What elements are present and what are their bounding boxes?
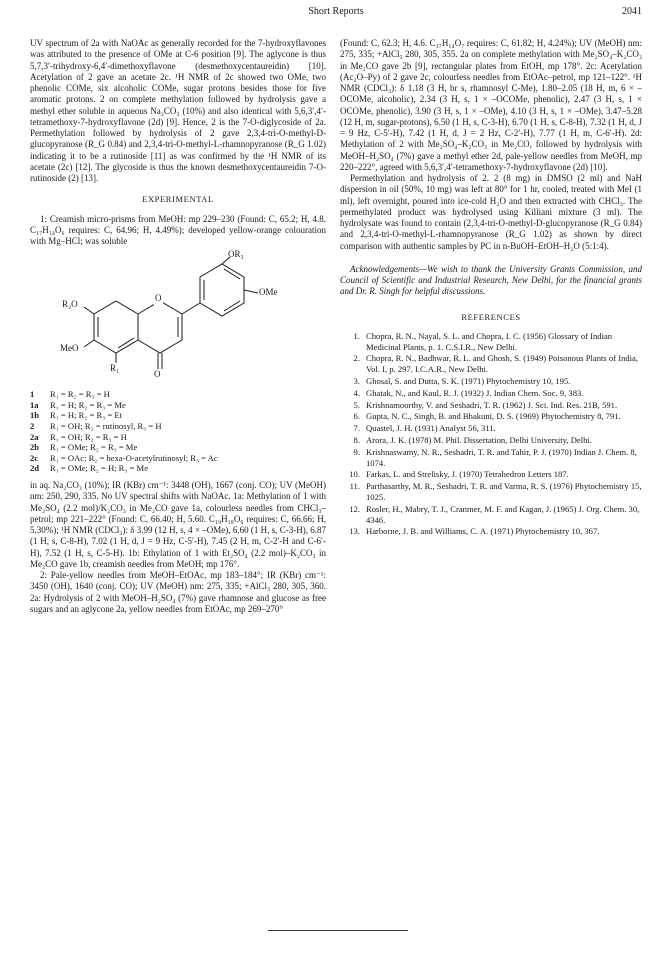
reference-text: Harborne, J. B. and Williams, C. A. (1971) Phytochemistry 10, 367. (366, 526, 600, 537)
compound-substituents: R₁ = OH; R₂ = R₃ = H (50, 431, 127, 442)
r2o-label: R₂O (62, 299, 78, 310)
compound-row (30, 421, 326, 432)
reference-item (340, 388, 642, 399)
permethylation-paragraph: Permethylation and hydrolysis of 2. 2 (8 mg) in DMSO (2 ml) and NaH dispersion in oil (50%, 10 mg) was left at 80° for 1 hr, cooled, treated with MeI (1 ml), left overnight, poured into ice-cold H₂O and then extracted with CHCl₃. The permethylated product was hydrolysed using Killiani mixture (3 ml). The hydrolysate was found to contain (2,3,4-tri-O-methyl-D-glucopyranose (R_G 0.84) and 2,3,4-tri-O-methyl-L-rhamnopyranose (R_G 1.02) as shown by direct comparison with authentic samples by PC in n-BuOH–EtOH–H₂O (5:1:4). (340, 173, 642, 251)
reference-number: 6. (353, 411, 360, 422)
reference-text: Ghatak, N., and Kaul, R. J. (1932) J. Indian Chem. Soc. 9, 383. (366, 387, 584, 398)
compound-row (30, 389, 326, 400)
end-rule (268, 930, 408, 931)
compound-substituents: R₁ = OMe; R₂ = R₃ = Me (50, 442, 138, 453)
reference-item (340, 376, 642, 387)
compound-id: 1b (30, 410, 40, 421)
compound-row (30, 410, 326, 421)
meo-label: MeO (60, 343, 79, 354)
reference-number: 12. (349, 503, 360, 514)
compound-id: 2 (30, 421, 35, 432)
reference-text: Farkas, L. and Strelisky, J. (1970) Tetrahedron Letters 187. (366, 469, 569, 480)
ring-c (138, 301, 182, 353)
acknowledgements: Acknowledgements—We wish to thank the University Grants Commission, and Council of Scientific and Industrial Research, New Delhi, for the financial grants and Dr. R. Singh for helpful discussions. (340, 263, 642, 297)
compound-list (30, 389, 326, 474)
compound-substituents: R₁ = OMe; R₂ = H; R₃ = Me (50, 463, 149, 474)
or3-label: OR₃ (228, 249, 244, 260)
reference-item (340, 353, 642, 375)
reference-item (340, 481, 642, 503)
experimental-paragraph-1: 1: Creamish micro-prisms from MeOH: mp 229–230 (Found: C, 65.2; H, 4.8. C₁₇H₁₄O₆ requires: C, 64.96; H, 4.49%); developed yellow-orange colouration with Mg–HCl; was soluble (30, 213, 326, 246)
compound-id: 2d (30, 463, 40, 474)
reference-item (340, 447, 642, 469)
structure-drawing (30, 257, 326, 385)
compound-row (30, 463, 326, 474)
reference-item (340, 400, 642, 411)
reference-item (340, 504, 642, 526)
compound-row (30, 432, 326, 443)
compound-row (30, 400, 326, 411)
compound-substituents: R₁ = H; R₂ = R₃ = Me (50, 399, 126, 410)
flavone-structure (30, 249, 326, 385)
experimental-paragraph-2: in aq. Na₂CO₃ (10%); IR (KBr) cm⁻¹: 3448 (OH), 1667 (conj. CO); UV (MeOH) nm: 250, 290, 335. No UV spectral shifts with NaOAc. 1a: Methylation of 1 with Me₂SO₄ (2.2 mol)/K₂CO₃ in Me₂CO gave 1a, colourless needles from CHCl₃–petrol; mp 221–222° (Found: C, 66.40; H, 5.60. C₁₉H₁₈O₆ requires: C, 66.66; H, 5.30%); ¹H NMR (CDCl₃): δ 3.99 (12 H, s, 4 × –OMe), 6.60 (1 H, s, C-3-H), 6.87 (1 H, s, C-8-H), 7.02 (1 H, d, J = 9 Hz, C-5′-H), 7.45 (2 H, m, C-2′-H and C-6′-H), 7.52 (1 H, s, C-5-H). 1b: Ethylation of 1 with Et₂SO₄ (2.2 mol)–K₂CO₃ in Me₂CO gave 1b, creamish needles from MeOH; mp 176°. (30, 480, 326, 569)
compound-id: 1a (30, 399, 39, 410)
ring-b (200, 264, 244, 316)
reference-text: Chopra, R. N., Nayal, S. L. and Chopra, I. C. (1956) Glossary of Indian Medicinal Plants, p. 1. C.S.I.R., New Delhi. (366, 330, 613, 352)
reference-text: Rosler, H., Mabry, T. J., Cranmer, M. F. and Kagan, J. (1965) J. Org. Chem. 30, 4346. (366, 503, 640, 525)
reference-list (340, 331, 642, 537)
reference-number: 2. (353, 353, 360, 364)
reference-number: 1. (353, 330, 360, 341)
reference-text: Chopra, R. N., Badhwar, R. L. and Ghosh, S. (1949) Poisonous Plants of India, Vol. I, p. 297. I.C.A.R., New Delhi. (366, 353, 639, 375)
compound-id: 2b (30, 442, 40, 453)
reference-text: Arora, J. K. (1978) M. Phil. Dissertation, Delhi University, Delhi. (366, 434, 592, 445)
compound-substituents: R₁ = OH; R₂ = rutinosyl, R₃ = H (50, 421, 162, 432)
reference-text: Quastel, J. H. (1931) Analyst 56, 311. (366, 423, 496, 434)
left-column (30, 38, 326, 615)
page-header (0, 6, 672, 22)
reference-item (340, 469, 642, 480)
reference-number: 11. (349, 481, 360, 492)
compound-substituents: R₁ = H; R₂ = R₃ = Et (50, 410, 122, 421)
page-number: 2041 (622, 6, 642, 17)
running-title: Short Reports (308, 6, 364, 17)
reference-item (340, 526, 642, 537)
reference-number: 4. (353, 387, 360, 398)
compound-substituents: R₁ = R₂ = R₃ = H (50, 389, 110, 400)
reference-number: 8. (353, 434, 360, 445)
reference-number: 3. (353, 375, 360, 386)
reference-number: 5. (353, 399, 360, 410)
compound-id: 2c (30, 452, 39, 463)
reference-text: Gupta, N. C., Singh, B. and Bhakuni, D. S. (1969) Phytochemistry 8, 791. (366, 411, 621, 422)
reference-number: 7. (353, 423, 360, 434)
right-paragraph-1: (Found: C, 62.3; H, 4.6. C₁₇H₁₄O₇ requires: C, 61.82; H, 4.24%); UV (MeOH) nm: 275, 335; +AlCl₃ 280, 305, 355. 2a on complete methylation with Me₂SO₄–K₂CO₃ in Me₂CO gave 2b [9], rectangular plates from EtOH, mp 178°. 2c: Acetylation (Ac₂O–Py) of 2 gave 2c, colourless needles from EtOAc–petrol, mp 121–122°. ¹H NMR (CDCl₃): δ 1.18 (3 H, br s, rhamnosyl C-Me), 1.80–2.05 (18 H, m, 6 × –OCOMe, alcoholic), 2.34 (3 H, s, 1 × –OCOMe, phenolic), 2.47 (3 H, s, 1 × OCOMe, phenolic), 3.90 (3 H, s, 1 × –OMe), 4.10 (3 H, s, 1 × –OMe), 3.47–5.28 (12 H, m, sugar-protons), 6.50 (1 H, s, C-3-H), 6.70 (1 H, s, C-8-H), 7.32 (1 H, d, J = 9 Hz, C-5′-H), 7.42 (1 H, d, J = 2 Hz, C-2′-H), 7.77 (1 H, m, C-6′-H). 2d: Methylation of 2 with Me₂SO₄–K₂CO₃ in Me₂CO, followed by hydrolysis with MeOH–H₂SO₄ (7%) gave a methyl ether 2d, pale-yellow needles from MeOH, mp 220–222°, agreed with 5,6,3′,4′-tetramethoxy-7-hydroxyflavone (2d) [10]. (340, 38, 642, 172)
compound-row (30, 453, 326, 464)
experimental-paragraph-3: 2: Pale-yellow needles from MeOH–EtOAc, mp 183–184°; IR (KBr) cm⁻¹: 3450 (OH), 1640 (conj. CO); UV (MeOH) nm: 275, 335; +AlCl₃ 280, 305, 360. 2a: Hydrolysis of 2 with MeOH–H₂SO₄ (7%) gave rhamnose and glucose as free sugars and an aglycone 2a, yellow needles from EtOAc, mp 269–270° (30, 570, 326, 614)
reference-text: Ghosal, S. and Dutta, S. K. (1971) Phytochemistry 10, 195. (366, 375, 571, 386)
right-column (340, 38, 642, 538)
keto-oxygen-label: O (154, 369, 161, 380)
reference-item (340, 411, 642, 422)
reference-item (340, 331, 642, 353)
reference-number: 13. (349, 526, 360, 537)
r1-label: R₁ (110, 363, 120, 374)
intro-paragraph: UV spectrum of 2a with NaOAc as generally recorded for the 7-hydroxyflavones was attributed to the presence of OMe at C-6 position [9]. The aglycone is thus 5,7,3′-trihydroxy-6,4′-dimethoxyflavone (desmethoxycentaureidin) [10]. Acetylation of 2 gave an acetate 2c. ¹H NMR of 2c showed two OMe, two phenolic COMe, six alcoholic COMe, sugar protons besides those for five aromatic protons. 2 on complete methylation followed by hydrolysis gave a methyl ether soluble in aqueous Na₂CO₃ (10%) and also identical with 5,6,3′,4′-tetramethoxy-7-hydroxyflavone (2d) [9]. Hence, 2 is the 7-O-diglycoside of 2a. Permethylation followed by hydrolysis of 2 gave 2,3,4-tri-O-methyl-D-glucopyranose (R_G 0.84) and 2,3,4-tri-O-methyl-L-rhamnopyranose (R_G 1.02) indicating it to be a rutinoside [11] as was confirmed by the ¹H NMR of its acetate (2c) [12]. The glycoside is thus the known desmethoxycentaureidin 7-O-rutinoside (2) [13]. (30, 38, 326, 183)
reference-text: Parthasarthy, M. R., Seshadri, T. R. and Varma, R. S. (1976) Phytochemistry 15, 1025. (366, 481, 642, 502)
reference-item (340, 423, 642, 434)
reference-text: Krishnamoorthy, V. and Seshadri, T. R. (1962) J. Sci. Ind. Res. 21B, 591. (366, 399, 618, 410)
reference-item (340, 435, 642, 446)
references-heading: REFERENCES (461, 311, 521, 322)
compound-substituents: R₁ = OAc; R₂ = hexa-O-acetylrutinosyl; R₃ = Ac (50, 452, 218, 463)
experimental-heading: EXPERIMENTAL (142, 194, 214, 205)
compound-id: 1 (30, 389, 35, 400)
reference-number: 10. (349, 469, 360, 480)
reference-text: Krishnaswamy, N. R., Seshadri, T. R. and Tahir, P. J. (1970) Indian J. Chem. 8, 1074. (366, 446, 637, 468)
ring-a (94, 301, 138, 353)
compound-row (30, 442, 326, 453)
compound-id: 2a (30, 431, 39, 442)
ome-label: OMe (259, 287, 278, 298)
reference-number: 9. (353, 446, 360, 457)
ring-oxygen-label: O (155, 293, 162, 304)
